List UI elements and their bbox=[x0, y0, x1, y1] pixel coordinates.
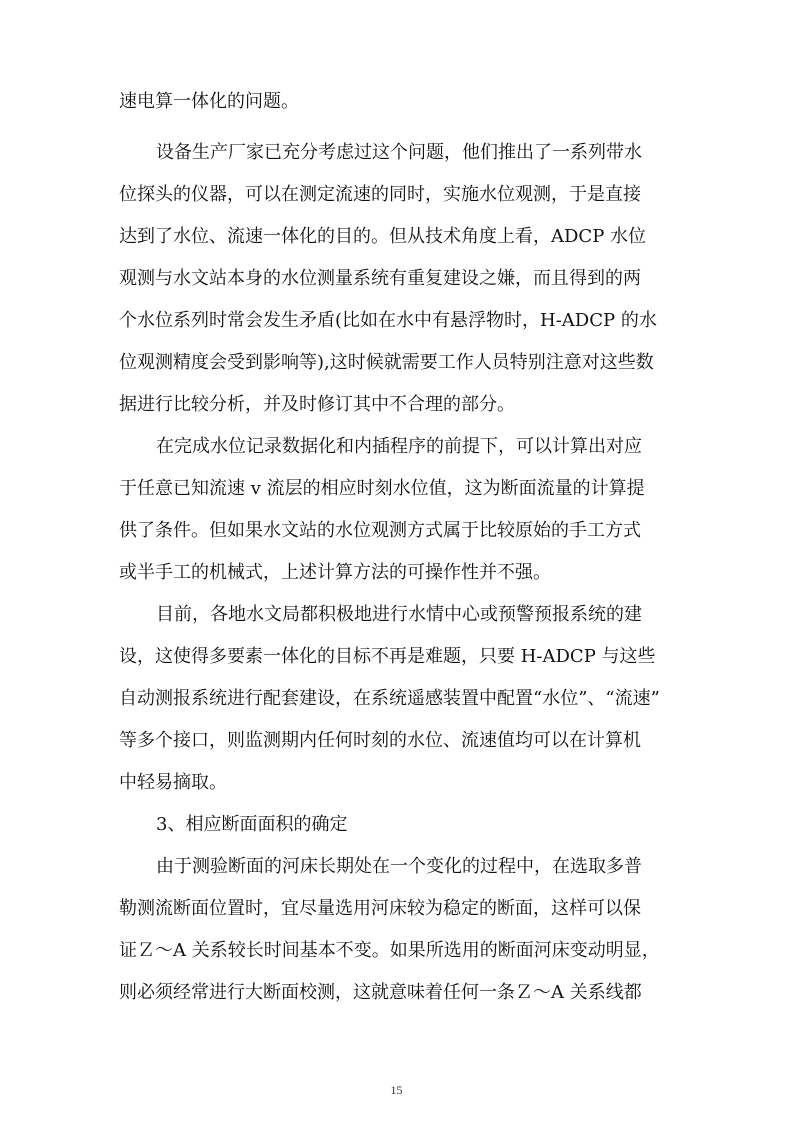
text-line: 勒测流断面位置时，宜尽量选用河床较为稳定的断面，这样可以保 bbox=[119, 898, 641, 919]
text-line: 设，这使得多要素一体化的目标不再是难题，只要 H-ADCP 与这些 bbox=[119, 646, 656, 667]
text-line: 据进行比较分析，并及时修订其中不合理的部分。 bbox=[119, 394, 515, 415]
text-line: 等多个接口，则监测期内任何时刻的水位、流速值均可以在计算机 bbox=[119, 730, 641, 751]
text-line: 在完成水位记录数据化和内插程序的前提下，可以计算出对应 bbox=[156, 436, 642, 457]
text-line: 由于测验断面的河床长期处在一个变化的过程中，在选取多普 bbox=[156, 856, 642, 877]
section-heading: 3、相应断面面积的确定 bbox=[156, 814, 348, 835]
text-line: 速电算一体化的问题。 bbox=[119, 91, 299, 112]
text-line: 位观测精度会受到影响等),这时候就需要工作人员特别注意对这些数 bbox=[119, 352, 654, 373]
text-line: 于任意已知流速 v 流层的相应时刻水位值，这为断面流量的计算提 bbox=[119, 478, 645, 499]
text-line: 达到了水位、流速一体化的目的。但从技术角度上看，ADCP 水位 bbox=[119, 226, 647, 247]
text-line: 个水位系列时常会发生矛盾(比如在水中有悬浮物时，H-ADCP 的水 bbox=[119, 310, 657, 331]
text-line: 或半手工的机械式，上述计算方法的可操作性并不强。 bbox=[119, 562, 551, 583]
text-line: 设备生产厂家已充分考虑过这个问题，他们推出了一系列带水 bbox=[156, 142, 642, 163]
text-line: 中轻易摘取。 bbox=[119, 772, 227, 793]
text-line: 供了条件。但如果水文站的水位观测方式属于比较原始的手工方式 bbox=[119, 520, 641, 541]
text-line: 自动测报系统进行配套建设，在系统遥感装置中配置“水位”、“流速” bbox=[119, 688, 660, 709]
text-line: 观测与水文站本身的水位测量系统有重复建设之嫌，而且得到的两 bbox=[119, 268, 641, 289]
text-line: 则必须经常进行大断面校测，这就意味着任何一条Ｚ～A 关系线都 bbox=[119, 982, 642, 1003]
text-line: 目前，各地水文局都积极地进行水情中心或预警预报系统的建 bbox=[156, 604, 642, 625]
page-number: 15 bbox=[390, 1083, 403, 1097]
text-line: 位探头的仪器，可以在测定流速的同时，实施水位观测，于是直接 bbox=[119, 184, 641, 205]
text-line: 证Ｚ～A 关系较长时间基本不变。如果所选用的断面河床变动明显， bbox=[119, 940, 660, 961]
